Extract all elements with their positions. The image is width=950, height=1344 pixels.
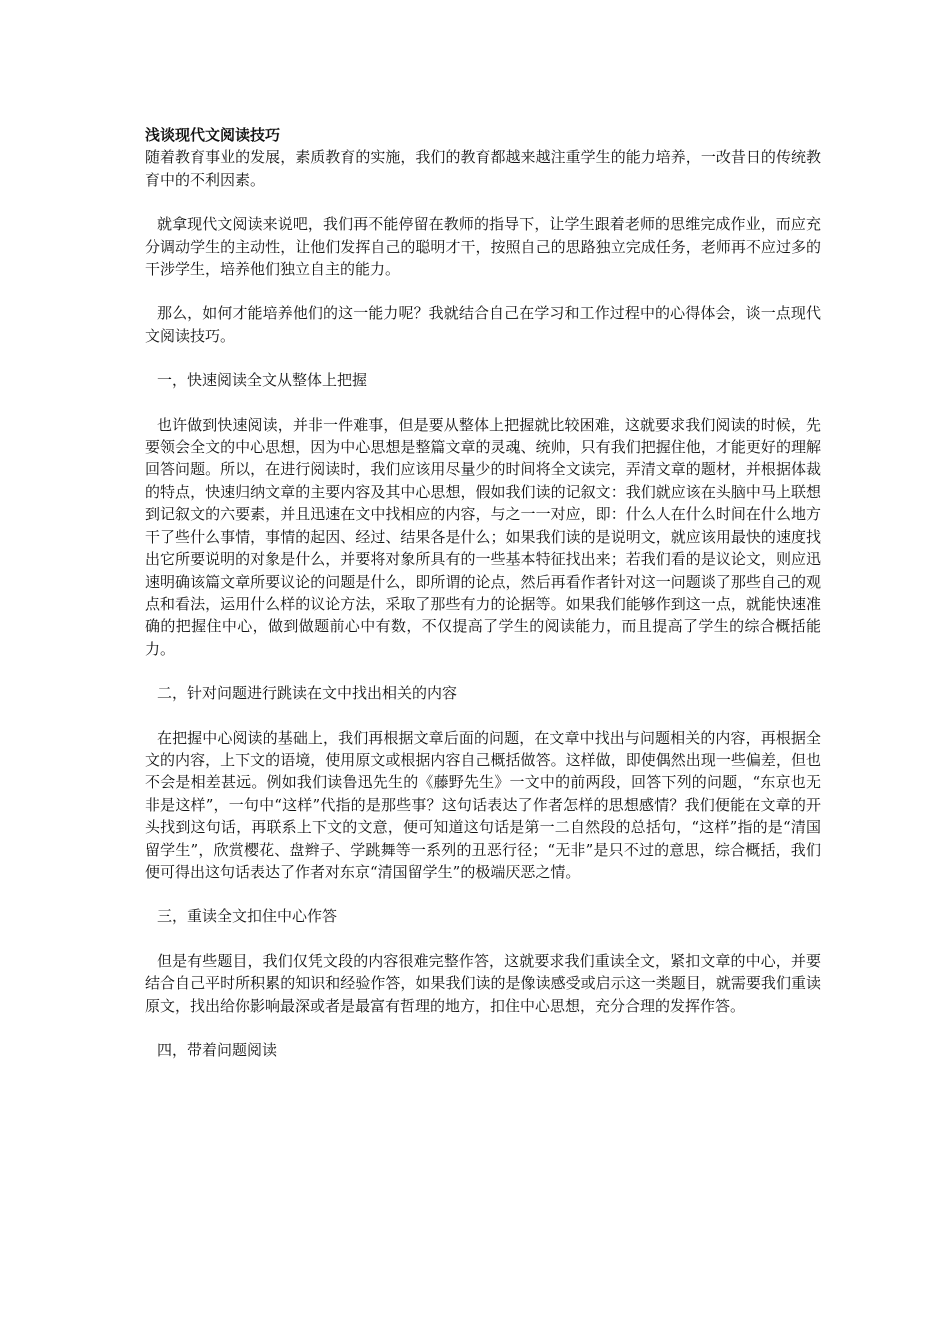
document-page [145,124,821,1083]
intro-paragraph: 随着教育事业的发展，素质教育的实施，我们的教育都越来越注重学生的能力培养，一改昔日的传统教育中的不利因素。 [145,148,821,189]
section-heading-4: 四，带着问题阅读 [157,1041,278,1059]
paragraph-4: 在把握中心阅读的基础上，我们再根据文章后面的问题，在文章中找出与问题相关的内容，再根据全文的内容，上下文的语境，使用原文或根据内容自己概括做答。这样做，即使偶然出现一些偏差，但也不会是相差甚远。例如我们读鲁迅先生的《藤野先生》一文中的前两段，回答下列的问题，“东京也无非是这样”，一句中“这样”代指的是那些事？这句话表达了作者怎样的思想感情？我们便能在文章的开头找到这句话，再联系上下文的文意，便可知道这句话是第一二自然段的总括句，“这样”指的是“清国留学生”，欣赏樱花、盘辫子、学跳舞等一系列的丑恶行径；“无非”是只不过的意思，综合概括，我们便可得出这句话表达了作者对东京“清国留学生”的极端厌恶之情。 [145,728,821,881]
section-heading-3: 三，重读全文扣住中心作答 [157,907,338,926]
paragraph-1: 就拿现代文阅读来说吧，我们再不能停留在教师的指导下，让学生跟着老师的思维完成作业，而应充分调动学生的主动性，让他们发挥自己的聪明才干，按照自己的思路独立完成任务，老师再不应过多的干涉学生，培养他们独立自主的能力。 [145,215,821,279]
paragraph-3: 也许做到快速阅读，并非一件难事，但是要从整体上把握就比较困难，这就要求我们阅读的时候，先要领会全文的中心思想，因为中心思想是整篇文章的灵魂、统帅，只有我们把握住他，才能更好的理解回答问题。所以，在进行阅读时，我们应该用尽量少的时间将全文读完，弄清文章的题材，并根据体裁的特点，快速归纳文章的主要内容及其中心思想，假如我们读的记叙文：我们就应该在头脑中马上联想到记叙文的六要素，并且迅速在文中找相应的内容，与之一一对应，即：什么人在什么时间在什么地方干了些什么事情，事情的起因、经过、结果各是什么；如果我们读的是说明文，就应该用最快的速度找出它所要说明的对象是什么，并要将对象所具有的一些基本特征找出来；若我们看的是议论文，则应迅速明确该篇文章所要议论的问题是什么，即所谓的论点，然后再看作者针对这一问题谈了那些自己的观点和看法，运用什么样的议论方法，采取了那些有力的论据等。如果我们能够作到这一点，就能快速准确的把握住中心，做到做题前心中有数，不仅提高了学生的阅读能力，而且提高了学生的综合概括能力。 [145,415,821,658]
section-heading-2: 二，针对问题进行跳读在文中找出相关的内容 [157,684,458,703]
paragraph-5: 但是有些题目，我们仅凭文段的内容很难完整作答，这就要求我们重读全文，紧扣文章的中心，并要结合自己平时所积累的知识和经验作答，如果我们读的是像读感受或启示这一类题目，就需要我们重读原文，找出给你影响最深或者是最富有哲理的地方，扣住中心思想，充分合理的发挥作答。 [145,951,821,1015]
section-heading-1: 一，快速阅读全文从整体上把握 [157,371,368,390]
document-title: 浅谈现代文阅读技巧 [145,126,281,144]
paragraph-2: 那么，如何才能培养他们的这一能力呢？我就结合自己在学习和工作过程中的心得体会，谈一点现代文阅读技巧。 [145,304,821,345]
